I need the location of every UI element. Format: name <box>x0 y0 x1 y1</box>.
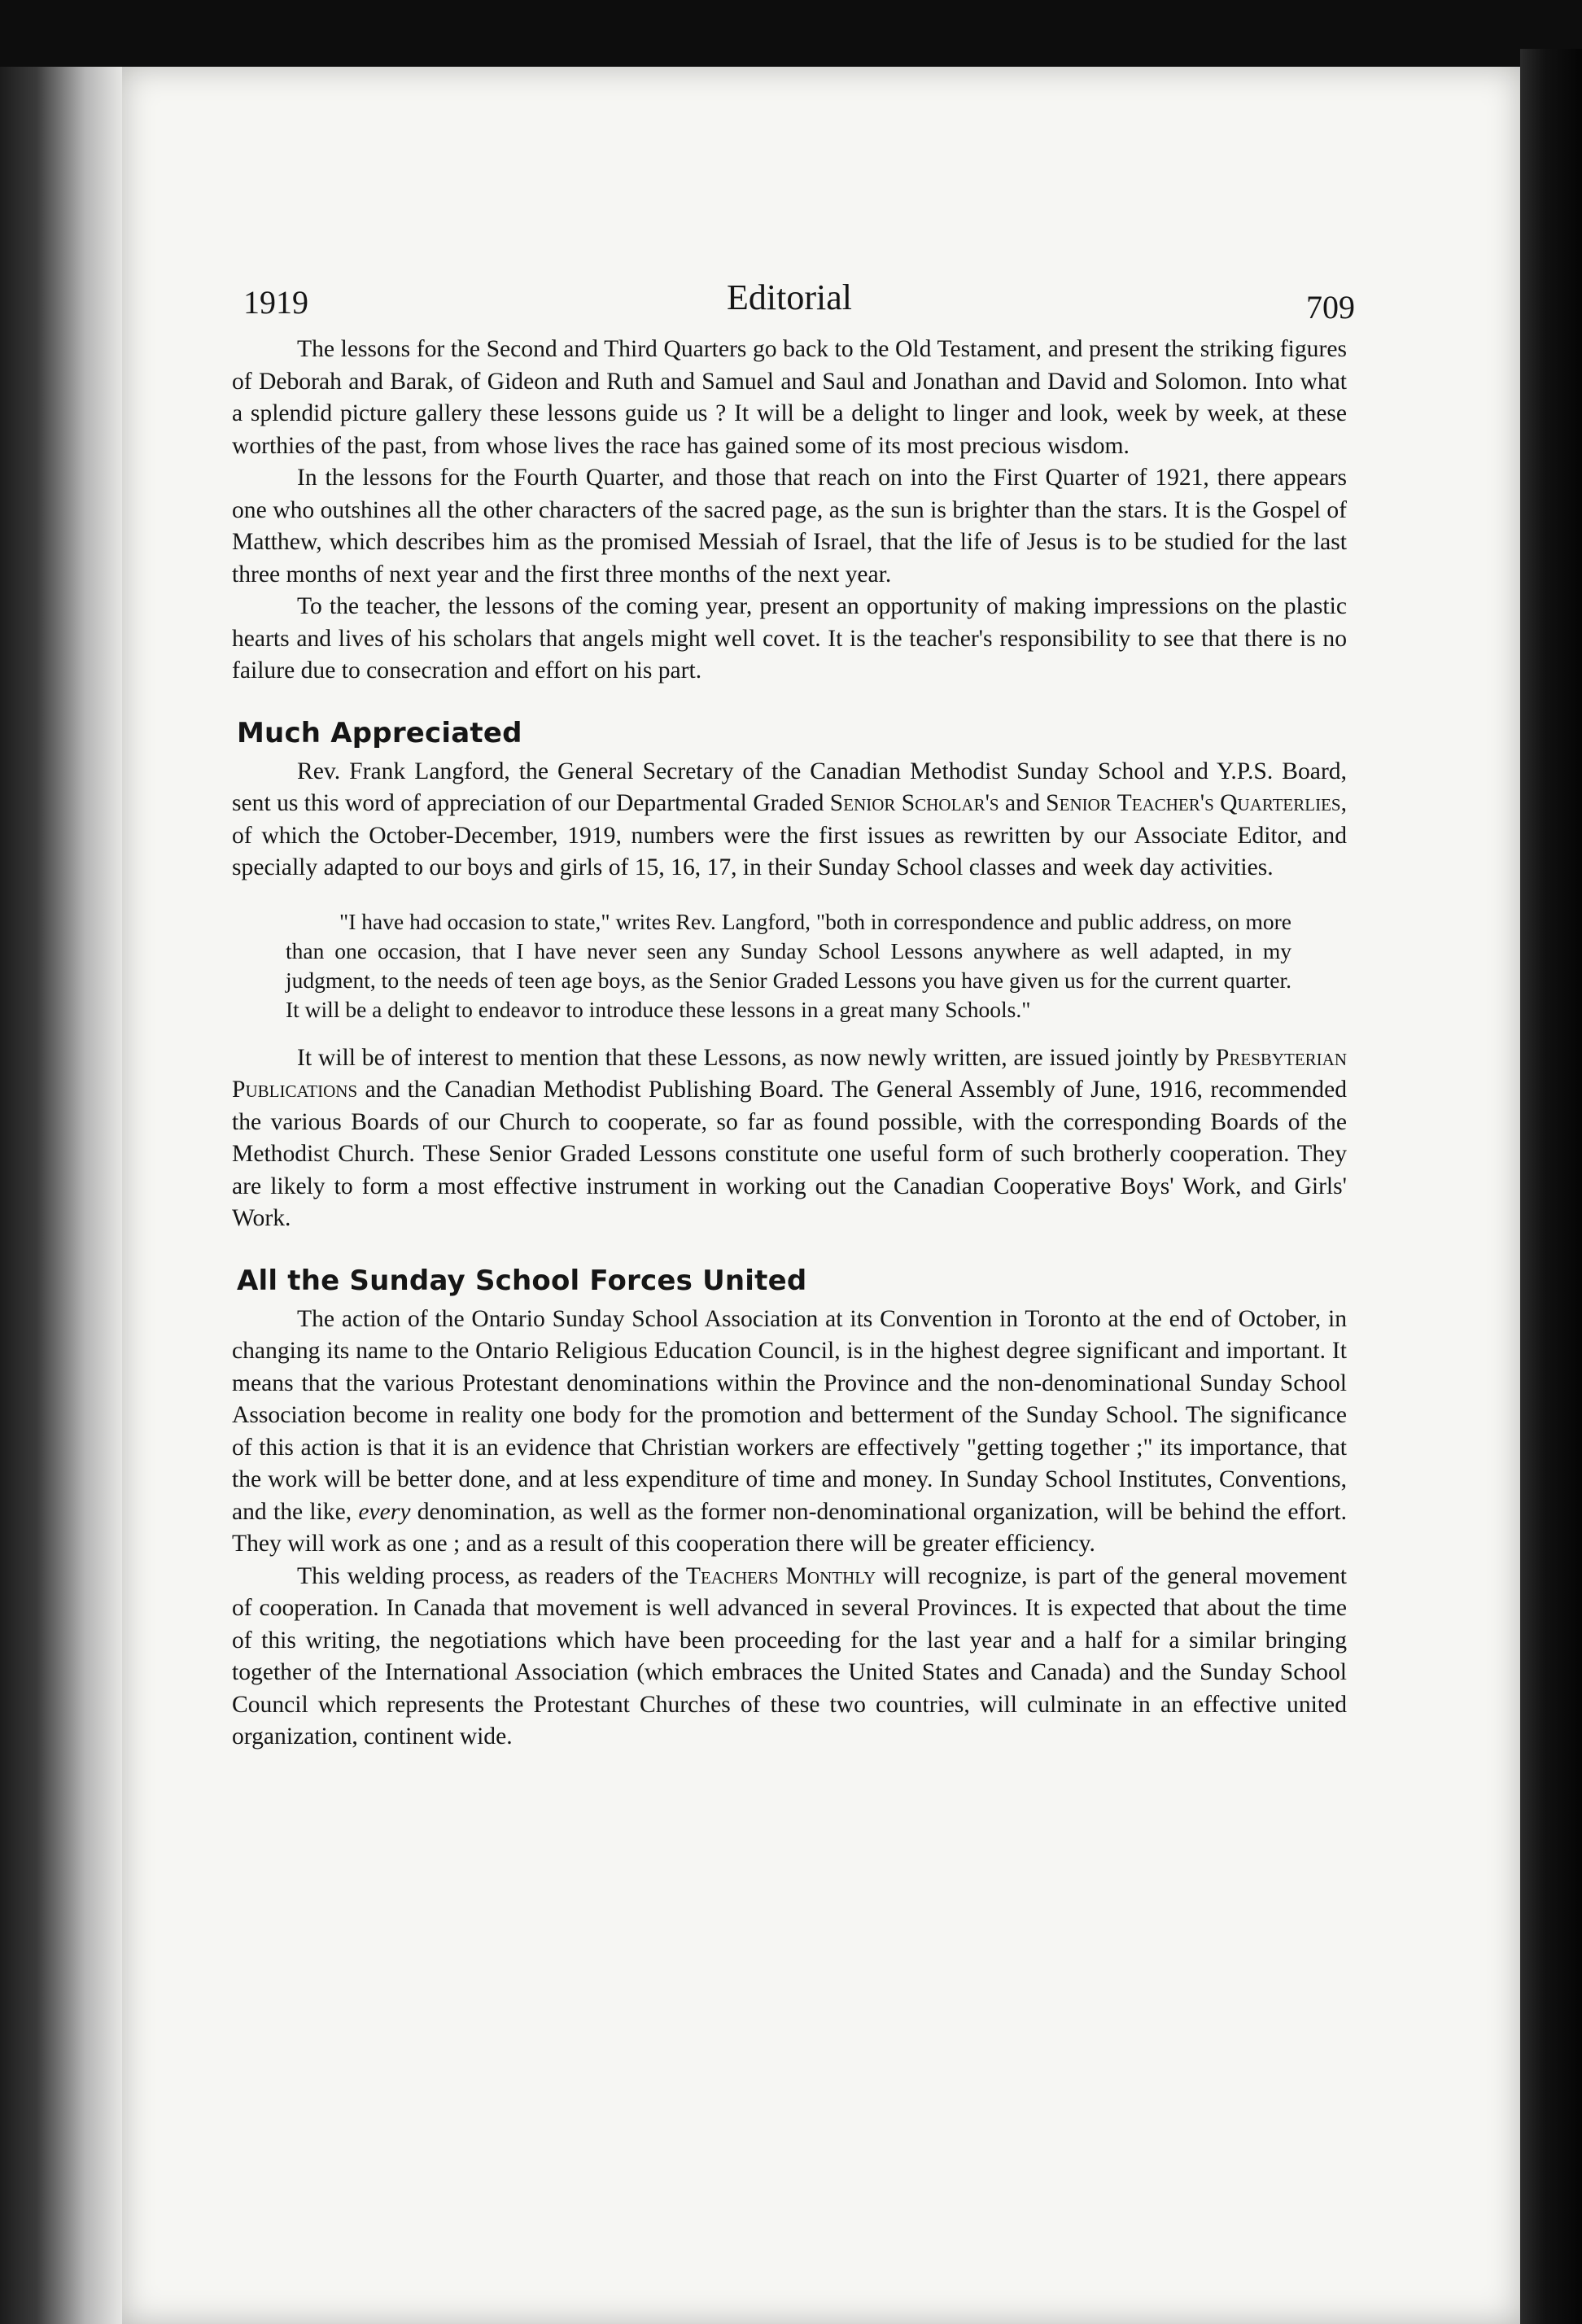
text-run: , of which the October-December, 1919, numbers were the first issues as rewritten by our Associate Editor, and specially adapted to our boys and girls of 15, 16, 17, in their Sunday School classes and week day activities. <box>232 790 1348 880</box>
text-run: denomination, as well as the former non-denominational organization, will be behind the effort. They will work as one ; and as a result of this cooperation there will be greater efficiency. <box>232 1498 1348 1557</box>
running-head-year: 1919 <box>243 284 308 321</box>
text-run: This welding process, as readers of the <box>297 1562 686 1589</box>
intro-paragraph-2: In the lessons for the Fourth Quarter, and those that reach on into the First Quarter of 1921, there appears one who outshines all the other characters of the sacred page, as the sun is brighter than the stars. It is the Gospel of Matthew, which describes him as the promised Messiah of Israel, that the life of Jesus is to be studied for the last three months of next year and the first three months of the next year. <box>232 465 1347 588</box>
small-caps-run: Presbyterian Publications <box>232 1044 1347 1103</box>
small-caps-run: Senior Teacher's Quarterlies <box>1046 790 1341 816</box>
italic-run: every <box>358 1498 411 1525</box>
running-head <box>232 277 1355 334</box>
book-binding-edge <box>1520 49 1582 2324</box>
text-run: and the Canadian Methodist Publishing Board. The General Assembly of June, 1916, recommended the various Boards of our Church to cooperate, so far as found possible, with the corresponding Boards of the Methodist Church. These Senior Graded Lessons constitute one useful form of such brotherly cooperation. They are likely to form a most effective instrument in working out the Canadian Cooperative Boys' Work, and Girls' Work. <box>232 1077 1347 1231</box>
appreciated-paragraph-2 <box>232 1042 1347 1235</box>
intro-paragraph-3: To the teacher, the lessons of the coming year, present an opportunity of making impressions on the plastic hearts and lives of his scholars that angels might well covet. It is the teacher's responsibility to see that there is no failure due to consecration and effort on his part. <box>232 593 1347 684</box>
section-heading-forces-united: All the Sunday School Forces United <box>237 1264 807 1297</box>
intro-paragraph-1: The lessons for the Second and Third Quarters go back to the Old Testament, and present the striking figures of Deborah and Barak, of Gideon and Ruth and Samuel and Saul and Jonathan and David and Solomon. Into what a splendid picture gallery these lessons guide us ? It will be a delight to linger and look, week by week, at these worthies of the past, from whose lives the race has gained some of its most precious wisdom. <box>232 336 1347 459</box>
united-paragraph-1 <box>232 1304 1347 1561</box>
section-heading-much-appreciated: Much Appreciated <box>237 716 522 749</box>
text-run: will recognize, is part of the general movement of cooperation. In Canada that movement is well advanced in several Provinces. It is expected that about the time of this writing, the negotiations which have been proceeding for the last year and a half for a similar bringing together of the International Association (which embraces the United States and Canada) and the Sunday School Council which represents the Protestant Churches of these two countries, will culminate in an effective united organization, continent wide. <box>232 1562 1348 1750</box>
text-run: Rev. Frank Langford, the General Secretary of the Canadian Methodist Sunday School and Y.P.S. Board, sent us this word of appreciation of our Departmental Graded <box>232 758 1347 816</box>
block-quote: "I have had occasion to state," writes Rev. Langford, "both in correspondence and public address, on more than one occasion, that I have never seen any Sunday School Lessons anywhere as well adapted, in my judgment, to the needs of teen age boys, as the Senior Graded Lessons you have given us for the current quarter. It will be a delight to endeavor to introduce these lessons in a great many Schools." <box>286 908 1291 1022</box>
page-text-block <box>232 277 1355 1754</box>
text-run: It will be of interest to mention that these Lessons, as now newly written, are issued jointly by <box>297 1044 1216 1071</box>
text-run: and <box>999 790 1047 816</box>
text-run: The action of the Ontario Sunday School Association at its Convention in Toronto at the end of October, in changing its name to the Ontario Religious Education Council, is in the highest degree significant and important. It means that the various Protestant denominations within the Province and the non-denominational Sunday School Association become in reality one body for the promotion and betterment of the Sunday School. The significance of this action is that it is an evidence that Christian workers are effectively "getting together ;" its importance, that the work will be better done, and at less expenditure of time and money. In Sunday School Institutes, Conventions, and the like, <box>232 1305 1347 1525</box>
page-number: 709 <box>1306 289 1355 325</box>
united-paragraph-2 <box>232 1561 1347 1754</box>
appreciated-paragraph-1 <box>232 756 1347 885</box>
small-caps-run: Senior Scholar's <box>829 790 999 816</box>
running-head-title: Editorial <box>727 277 852 317</box>
facing-page-edge <box>0 67 122 2324</box>
small-caps-run: Teachers Monthly <box>685 1562 876 1589</box>
